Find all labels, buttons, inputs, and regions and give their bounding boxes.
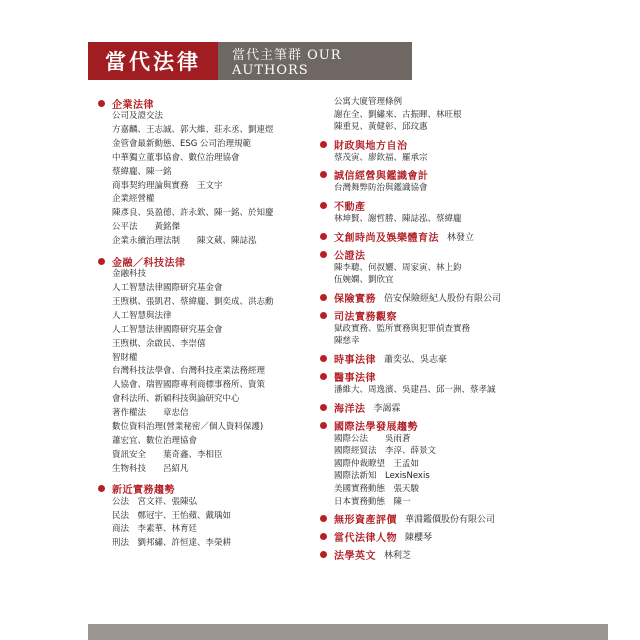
bullet-dot-icon xyxy=(320,294,327,301)
author-line: 商事契約理論與實務 王文宇 xyxy=(112,180,223,191)
bullet-dot-icon xyxy=(320,551,327,558)
author-section xyxy=(334,290,534,305)
author-line: 人工智慧法律國際研究基金會 xyxy=(112,324,223,335)
bullet-dot-icon xyxy=(320,251,327,258)
section-heading xyxy=(112,96,322,110)
section-heading xyxy=(334,247,534,262)
bullet-dot-icon xyxy=(98,100,105,107)
section-title: 公證法 xyxy=(334,250,366,262)
author-line: 公法 宮文祥、張陳弘 xyxy=(112,496,198,507)
author-line: 美國實務動態 張天駿 xyxy=(334,483,420,494)
section-banner: 當代主筆群 OUR AUTHORS xyxy=(218,42,412,80)
author-section xyxy=(334,247,534,287)
section-title: 不動產 xyxy=(334,201,366,213)
section-authors: 李謁霖 xyxy=(373,403,401,414)
author-section xyxy=(334,529,534,544)
section-authors: 華淵鑑價股份有限公司 xyxy=(405,515,496,526)
author-line: 國際經貿法 李淳、薛景文 xyxy=(334,446,437,457)
bullet-dot-icon xyxy=(320,141,327,148)
bullet-dot-icon xyxy=(320,533,327,540)
author-line: 人工智慧法律國際研究基金會 xyxy=(112,282,223,293)
author-line: 企業永續治理法制 陳文葳、陳誌泓 xyxy=(112,236,257,247)
author-line: 王煦棋、余啟民、李崇僖 xyxy=(112,338,206,349)
section-heading xyxy=(112,254,322,268)
section-title: 國際法學發展趨勢 xyxy=(334,421,418,433)
bullet-dot-icon xyxy=(320,515,327,522)
author-line: 陳李聰、何叔孋、周家寅、林上鈞 xyxy=(334,262,462,273)
section-title: 企業法律 xyxy=(112,99,154,111)
author-line: 國際仲裁瞭望 王孟如 xyxy=(334,458,420,469)
section-title: 醫事法律 xyxy=(334,372,376,384)
author-line: 陳重見、黃健彰、邱玟惠 xyxy=(334,122,428,133)
section-heading xyxy=(334,547,534,562)
author-line: 民法 鄭冠宇、王怡蘋、戴瑀如 xyxy=(112,510,232,521)
section-title: 海洋法 xyxy=(334,403,366,415)
author-section xyxy=(334,351,534,366)
author-line: 公平法 黃銘傑 xyxy=(112,222,181,233)
author-line: 金管會最新動態、ESG 公司治理規範 xyxy=(112,138,252,149)
bullet-dot-icon xyxy=(320,422,327,429)
author-section xyxy=(334,511,534,526)
section-title: 時事法律 xyxy=(334,354,376,366)
author-section xyxy=(334,167,534,195)
section-heading xyxy=(334,290,534,305)
author-line: 台灣舞弊防治與鑑識協會 xyxy=(334,183,428,194)
author-line: 會科法所、新穎科技與論研究中心 xyxy=(112,394,240,405)
section-title: 當代法律人物 xyxy=(334,533,397,545)
author-section xyxy=(334,418,534,509)
section-authors: 林發立 xyxy=(447,232,475,243)
section-title: 文創時尚及娛樂體育法 xyxy=(334,232,439,244)
author-line: 人協會、瑞智國際專利商標事務所、資策 xyxy=(112,380,266,391)
author-section xyxy=(334,547,534,562)
section-heading xyxy=(334,400,534,415)
author-line: 生物科技 呂紹凡 xyxy=(112,463,189,474)
section-title: 司法實務觀察 xyxy=(334,311,397,323)
section-title: 誠信經營與鑑識會計 xyxy=(334,171,429,183)
section-authors: 蕭奕弘、吳志豪 xyxy=(384,354,448,365)
author-line: 陳慈幸 xyxy=(334,336,360,347)
bullet-dot-icon xyxy=(320,373,327,380)
section-heading xyxy=(334,167,534,182)
author-line: 智財權 xyxy=(112,352,138,363)
author-line: 謝在全、劉繡來、古振暉、林旺根 xyxy=(334,109,462,120)
section-heading xyxy=(334,308,534,323)
author-line: 刑法 劉邦繡、許恒達、李榮耕 xyxy=(112,538,232,549)
section-heading xyxy=(334,529,534,544)
author-line: 公寓大廈管理條例 xyxy=(334,97,403,107)
section-heading xyxy=(112,482,322,496)
bullet-dot-icon xyxy=(320,355,327,362)
author-line: 國際法新知 LexisNexis xyxy=(334,471,430,482)
author-section xyxy=(334,308,534,348)
section-heading xyxy=(334,369,534,384)
author-section xyxy=(112,96,322,249)
section-title: 無形資產評價 xyxy=(334,515,397,527)
section-authors: 陳櫻琴 xyxy=(405,533,433,544)
author-section xyxy=(334,229,534,244)
author-line: 方嘉麟、王志誠、郭大維、莊永丞、劉連煜 xyxy=(112,124,274,135)
author-line: 潘維大、周逸濱、吳建昌、邱一洲、蔡孝誠 xyxy=(334,384,496,395)
author-line: 企業經營權 xyxy=(112,194,155,205)
author-line: 日本實務動態 陳一 xyxy=(334,496,411,507)
section-title: 法學英文 xyxy=(334,551,376,563)
author-line: 陳彥良、吳盈德、許永欽、陳一銘、於知慶 xyxy=(112,208,274,219)
bullet-dot-icon xyxy=(98,258,105,265)
author-line: 著作權法 章忠信 xyxy=(112,408,189,419)
author-line: 獄政實務、監所實務與犯罪偵查實務 xyxy=(334,323,471,334)
author-line: 蕭宏宜、數位治理協會 xyxy=(112,435,198,446)
author-line: 台灣科技法學會、台灣科技產業法務經理 xyxy=(112,366,266,377)
author-section xyxy=(112,482,322,552)
author-section xyxy=(334,400,534,415)
section-title: 金融／科技法律 xyxy=(112,257,186,269)
section-authors: 倍安保險經紀人股份有限公司 xyxy=(384,293,502,304)
author-section xyxy=(334,369,534,397)
author-line: 商法 李素華、林育廷 xyxy=(112,524,198,535)
right-column xyxy=(334,96,534,565)
section-title: 財政與地方自治 xyxy=(334,140,408,152)
magazine-logo: 當代法律 xyxy=(88,42,218,80)
bullet-dot-icon xyxy=(320,202,327,209)
bullet-dot-icon xyxy=(320,312,327,319)
left-column xyxy=(112,96,322,556)
author-line: 蔡緯龐、陳一銘 xyxy=(112,166,172,177)
section-heading xyxy=(334,198,534,213)
section-authors: 林利芝 xyxy=(384,551,412,562)
author-line: 王煦棋、張凱君、蔡緯龐、劉奕成、洪志勳 xyxy=(112,296,274,307)
author-section xyxy=(112,254,322,477)
author-line: 國際公法 吳雨蒼 xyxy=(334,433,411,444)
author-line: 數位資料治理(營業秘密／個人資料保護) xyxy=(112,422,264,433)
footer-bar xyxy=(88,624,608,640)
author-line: 金融科技 xyxy=(112,269,147,280)
author-line: 公司及證交法 xyxy=(112,111,164,121)
section-title: 保險實務 xyxy=(334,293,376,305)
author-line: 伍婉嫻、劉欣宜 xyxy=(334,275,394,286)
section-heading xyxy=(334,137,534,152)
author-line: 中華獨立董事協會、數位治理協會 xyxy=(112,152,240,163)
section-heading xyxy=(334,351,534,366)
author-line: 人工智慧與法律 xyxy=(112,310,172,321)
author-section xyxy=(334,198,534,226)
bullet-dot-icon xyxy=(320,171,327,178)
author-line: 蔡茂寅、廖欽福、羅承宗 xyxy=(334,152,428,163)
header-bar xyxy=(88,42,412,80)
section-heading xyxy=(334,511,534,526)
author-line: 資訊安全 葉奇鑫、李相臣 xyxy=(112,449,223,460)
bullet-dot-icon xyxy=(320,404,327,411)
bullet-dot-icon xyxy=(320,233,327,240)
author-line: 林坤賢、謝哲勝、陳誌泓、蔡緯龐 xyxy=(334,213,462,224)
section-heading xyxy=(334,418,534,433)
section-heading xyxy=(334,229,534,244)
author-section xyxy=(334,96,534,134)
section-title: 新近實務趨勢 xyxy=(112,485,175,497)
author-section xyxy=(334,137,534,165)
bullet-dot-icon xyxy=(98,485,105,492)
